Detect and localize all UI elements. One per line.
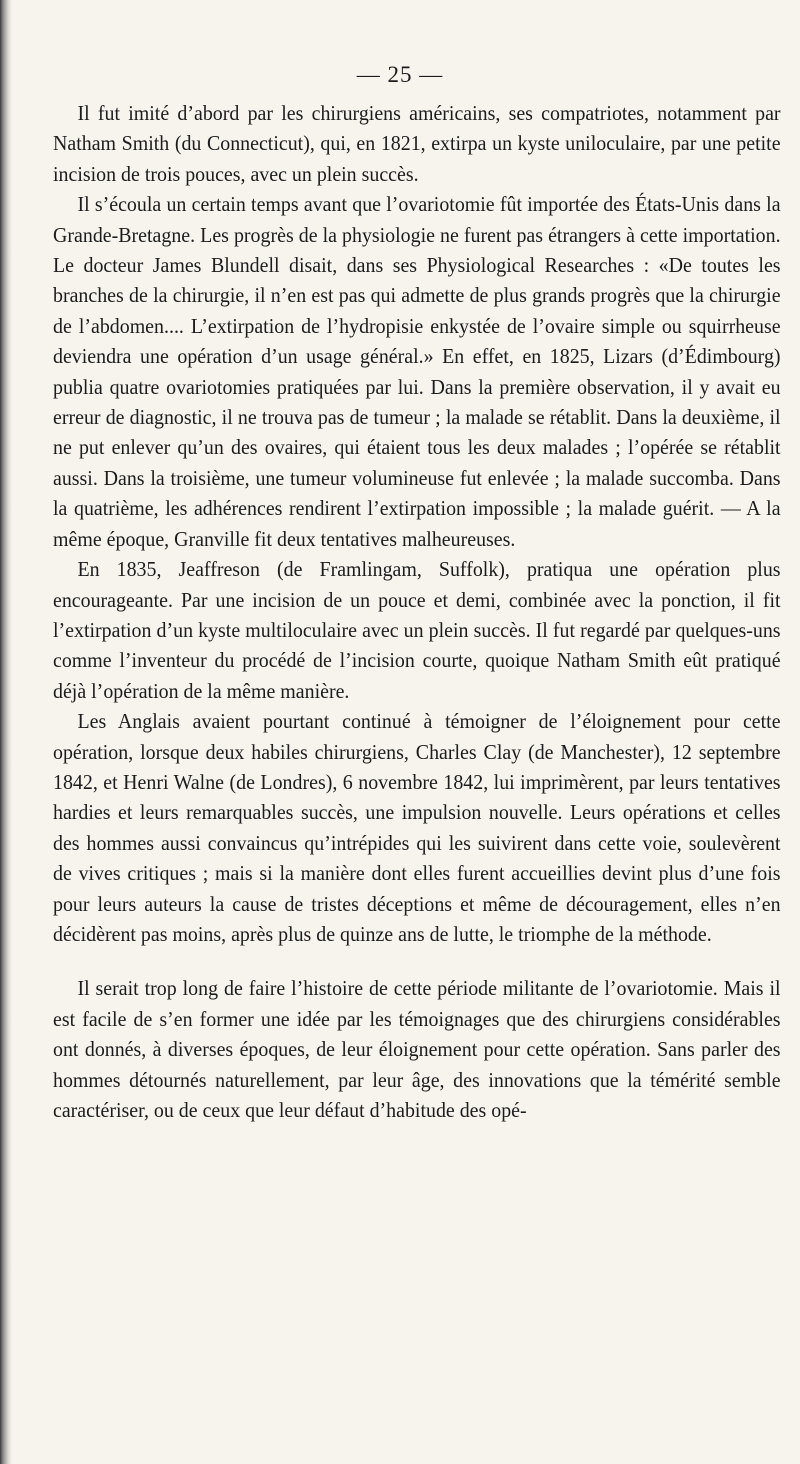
page-number: — 25 — — [356, 62, 444, 87]
body-text — [53, 98, 781, 1125]
paragraph-2: Il s’écoula un certain temps avant que l’ovariotomie fût importée des États-Unis dans la Grande-Bretagne. Les progrès de la physiologie ne furent pas étrangers à cette importation. Le docteur James Blundell disait, dans ses Physiological Researches : «De toutes les branches de la chirurgie, il n’en est pas qui admette de plus grands progrès que la chirurgie de l’abdomen.... L’extirpation de l’hydropisie enkystée de l’ovaire simple ou squirrheuse deviendra une opération d’un usage général.» En effet, en 1825, Lizars (d’Édimbourg) publia quatre ovariotomies pratiquées par lui. Dans la première observation, il y avait eu erreur de diagnostic, il ne trouva pas de tumeur ; la malade se rétablit. Dans la deuxième, il ne put enlever qu’un des ovaires, qui étaient tous les deux malades ; l’opérée se rétablit aussi. Dans la troisième, une tumeur volumineuse fut enlevée ; la malade succomba. Dans la quatrième, les adhérences rendirent l’extirpation impossible ; la malade guérit. — A la même époque, Granville fit deux tentatives malheureuses. — [53, 192, 781, 551]
paragraph-3: En 1835, Jeaffreson (de Framlingam, Suffolk), pratiqua une opération plus encourageante. Par une incision de un pouce et demi, combinée avec la ponction, il fit l’extirpation d’un kyste multiloculaire avec un plein succès. Il fut regardé par quelques-uns comme l’inventeur du procédé de l’incision courte, quoique Natham Smith eût pratiqué déjà l’opération de la même manière. — [53, 557, 781, 703]
paragraph-1: Il fut imité d’abord par les chirurgiens américains, ses compatriotes, notamment par Natham Smith (du Connecticut), qui, en 1821, extirpa un kyste uniloculaire, par une petite incision de trois pouces, avec un plein succès. — [53, 101, 781, 186]
page-binding-edge — [0, 0, 12, 1464]
paragraph-4: Les Anglais avaient pourtant continué à témoigner de l’éloignement pour cette opération, lorsque deux habiles chirurgiens, Charles Clay (de Manchester), 12 septembre 1842, et Henri Walne (de Londres), 6 novembre 1842, lui imprimèrent, par leurs tentatives hardies et leurs remarquables succès, une impulsion nouvelle. Leurs opérations et celles des hommes aussi convaincus qu’intrépides qui les suivirent dans cette voie, soulevèrent de vives critiques ; mais si la manière dont elles furent accueillies devint plus d’une fois pour leurs auteurs la cause de tristes déceptions et même de découragement, elles n’en décidèrent pas moins, après plus de quinze ans de lutte, le triomphe de la méthode. — [53, 709, 781, 946]
paragraph-5: Il serait trop long de faire l’histoire de cette période militante de l’ovariotomie. Mais il est facile de s’en former une idée par les témoignages que des chirurgiens considérables ont donnés, à diverses époques, de leur éloignement pour cette opération. Sans parler des hommes détournés naturellement, par leur âge, des innovations que la témérité semble caractériser, ou de ceux que leur défaut d’habitude des opé- — [53, 976, 781, 1122]
